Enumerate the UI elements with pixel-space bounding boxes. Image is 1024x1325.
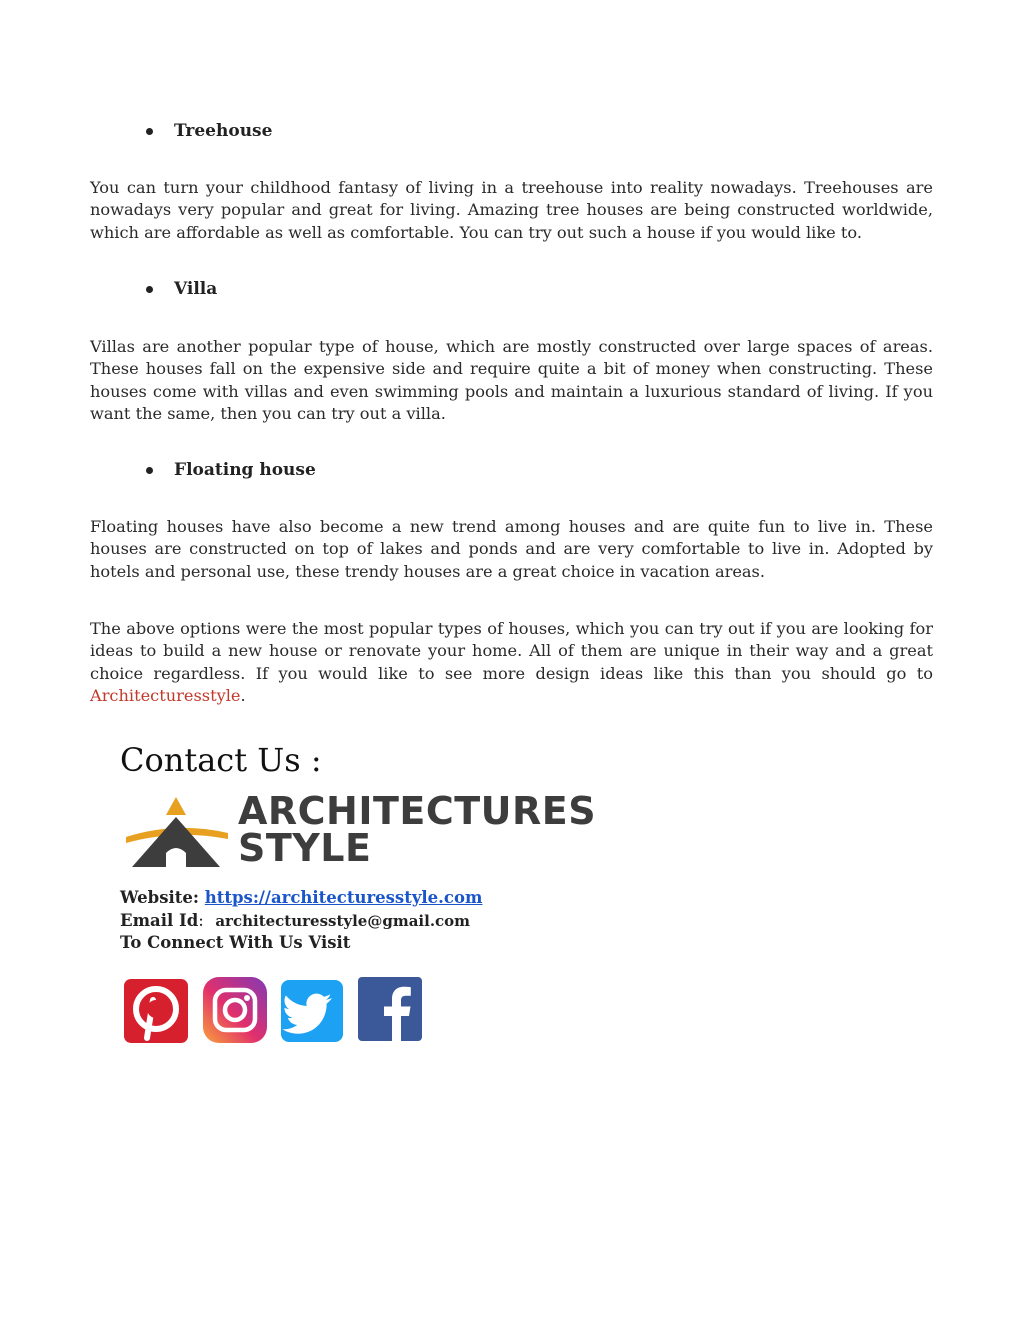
bullet-icon (146, 467, 153, 474)
email-line (120, 911, 470, 930)
website-line (120, 888, 482, 907)
paragraph-conclusion (90, 618, 933, 708)
bullet-icon (146, 128, 153, 135)
heading-text: Floating house (174, 460, 316, 480)
email-label: Email Id (120, 911, 199, 930)
conclusion-text: The above options were the most popular types of houses, which you can try out if you are looking for ideas to build a new house or renovate your home. All of them are unique in their way and a great choice regardless. If you would like to see more design ideas like this than you should go to (90, 619, 933, 683)
contact-title: Contact Us : (120, 741, 322, 779)
logo-line-2: STYLE (238, 826, 372, 870)
conclusion-end: . (240, 686, 246, 706)
facebook-icon[interactable] (357, 976, 423, 1044)
website-label: Website: (120, 888, 199, 907)
bullet-icon (146, 286, 153, 293)
heading-text: Villa (174, 279, 218, 299)
section-heading-floating-house (146, 460, 316, 480)
architectures-style-logo (120, 789, 597, 870)
pinterest-icon[interactable] (123, 976, 189, 1044)
heading-text: Treehouse (174, 121, 273, 141)
section-heading-villa (146, 279, 217, 299)
connect-text: To Connect With Us Visit (120, 933, 351, 952)
email-separator: : (198, 911, 204, 930)
paragraph-floating-house: Floating houses have also become a new trend among houses and are quite fun to live in. These houses are constructed on top of lakes and ponds and are very comfortable to live in. Adopted by hotels and personal use, these trendy houses are a great choice in vacation areas. (90, 517, 933, 581)
logo-line-1: ARCHITECTURES (238, 789, 597, 833)
house-roof-icon (120, 793, 232, 869)
email-address: architecturesstyle@gmail.com (215, 912, 471, 930)
instagram-icon[interactable] (202, 976, 268, 1044)
section-heading-treehouse (146, 121, 272, 141)
website-link[interactable]: https://architecturesstyle.com (204, 888, 483, 907)
twitter-icon[interactable] (280, 976, 346, 1044)
paragraph-treehouse: You can turn your childhood fantasy of living in a treehouse into reality nowadays. Treehouses are nowadays very popular and great for living. Amazing tree houses are being constructed worldwide, which are affordable as well as comfortable. You can try out such a house if you would like to. (90, 178, 933, 242)
architecturesstyle-link[interactable]: Architecturesstyle (90, 686, 241, 706)
logo-wordmark (238, 789, 597, 870)
paragraph-villa: Villas are another popular type of house, which are mostly constructed over large spaces of areas. These houses fall on the expensive side and require quite a bit of money when constructing. These houses come with villas and even swimming pools and maintain a luxurious standard of living. If you want the same, then you can try out a villa. (90, 337, 933, 424)
